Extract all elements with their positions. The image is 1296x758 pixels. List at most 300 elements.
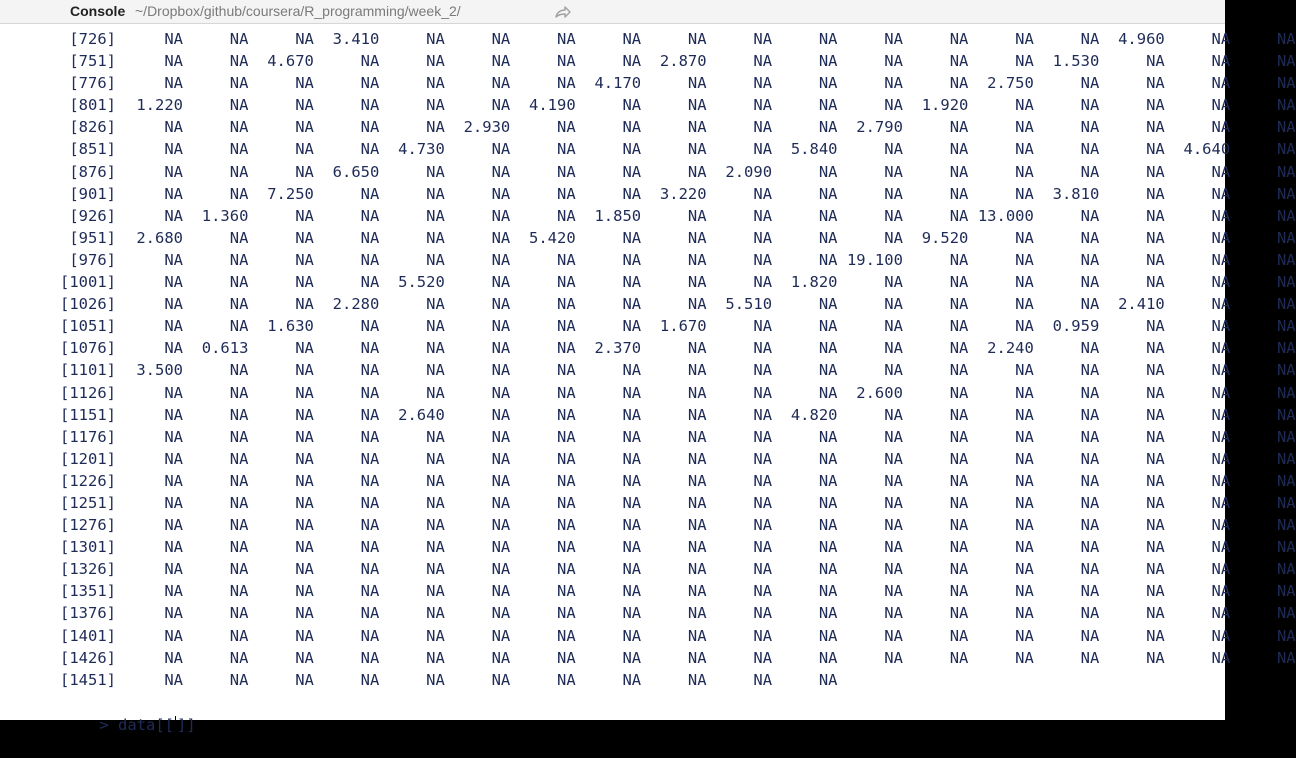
output-value: NA <box>818 228 838 247</box>
output-value: NA <box>426 516 445 535</box>
output-value: NA <box>884 30 903 48</box>
output-value: NA <box>360 648 380 667</box>
output-value: NA <box>1015 471 1034 490</box>
output-value: 2.280 <box>332 295 380 314</box>
output-value: NA <box>753 427 773 446</box>
output-value: NA <box>1080 383 1100 402</box>
output-value: NA <box>360 250 380 269</box>
output-value: NA <box>426 670 445 689</box>
output-value: NA <box>491 582 511 601</box>
output-value: NA <box>1015 317 1034 336</box>
output-value: NA <box>1015 184 1034 203</box>
output-value: NA <box>687 560 707 579</box>
output-value: NA <box>1015 52 1034 71</box>
output-value: NA <box>1015 383 1034 402</box>
output-value: NA <box>1146 184 1165 203</box>
output-value: NA <box>687 96 707 115</box>
output-value: NA <box>753 361 773 380</box>
output-value: NA <box>949 538 969 557</box>
output-line <box>0 50 1296 72</box>
output-value: NA <box>164 118 183 137</box>
output-line <box>0 116 1296 138</box>
output-value: NA <box>1211 538 1231 557</box>
output-value: NA <box>753 30 773 48</box>
output-value: NA <box>622 140 642 159</box>
output-value: NA <box>687 228 707 247</box>
output-value: NA <box>753 184 773 203</box>
output-value: NA <box>295 339 314 358</box>
output-value: NA <box>949 184 969 203</box>
output-value: NA <box>1080 74 1100 93</box>
output-value: NA <box>1211 361 1231 380</box>
output-value: NA <box>164 648 183 667</box>
output-value: NA <box>295 361 314 380</box>
output-value: NA <box>360 516 380 535</box>
output-value: NA <box>622 162 642 181</box>
output-value: NA <box>753 206 773 225</box>
output-line <box>0 161 1296 183</box>
output-value: NA <box>818 118 838 137</box>
output-value: NA <box>360 206 380 225</box>
row-index: [826] <box>69 118 116 137</box>
output-value: NA <box>1146 648 1165 667</box>
output-value: NA <box>884 228 903 247</box>
output-value: NA <box>884 560 903 579</box>
output-value: NA <box>1015 140 1034 159</box>
output-value: NA <box>622 582 642 601</box>
output-value: NA <box>622 493 642 512</box>
output-value: NA <box>1015 427 1034 446</box>
output-value: NA <box>295 604 314 623</box>
output-value: NA <box>295 228 314 247</box>
output-value: 5.840 <box>790 140 838 159</box>
output-value: NA <box>1080 339 1100 358</box>
output-value: NA <box>491 471 511 490</box>
output-value: NA <box>295 427 314 446</box>
output-value: NA <box>884 405 903 424</box>
output-value: NA <box>557 339 576 358</box>
output-value: NA <box>753 648 773 667</box>
output-value: NA <box>426 339 445 358</box>
output-value: NA <box>229 427 249 446</box>
output-value: NA <box>622 648 642 667</box>
row-index: [1101] <box>60 361 116 380</box>
output-value: NA <box>426 184 445 203</box>
output-value: NA <box>164 626 183 645</box>
output-value: NA <box>1015 30 1034 48</box>
output-value: NA <box>753 96 773 115</box>
output-value: NA <box>491 206 511 225</box>
output-value: NA <box>229 74 249 93</box>
output-value: NA <box>426 538 445 557</box>
output-value: NA <box>622 52 642 71</box>
prompt-line <box>62 692 196 734</box>
output-value: 4.730 <box>398 140 445 159</box>
output-value: NA <box>164 295 183 314</box>
output-value: 13.000 <box>977 206 1034 225</box>
output-value: NA <box>753 516 773 535</box>
output-value: NA <box>557 626 576 645</box>
output-value: NA <box>426 52 445 71</box>
output-value: NA <box>1015 361 1034 380</box>
output-value: NA <box>949 427 969 446</box>
output-value: NA <box>360 560 380 579</box>
output-value: NA <box>557 648 576 667</box>
output-value: 1.530 <box>1052 52 1100 71</box>
output-value: NA <box>229 604 249 623</box>
output-value: NA <box>1211 74 1231 93</box>
output-value: NA <box>295 405 314 424</box>
output-value: NA <box>229 516 249 535</box>
output-value: NA <box>884 449 903 468</box>
output-value: NA <box>1080 538 1100 557</box>
row-index: [976] <box>69 250 116 269</box>
output-value: NA <box>753 449 773 468</box>
console-tab-title[interactable]: Console <box>70 3 126 19</box>
output-value: NA <box>229 295 249 314</box>
output-value: NA <box>687 30 707 48</box>
output-value: NA <box>622 295 642 314</box>
output-value: NA <box>884 140 903 159</box>
output-value: NA <box>360 427 380 446</box>
output-value: NA <box>687 361 707 380</box>
output-value: 4.640 <box>1183 140 1231 159</box>
output-value: NA <box>295 30 314 48</box>
output-value: NA <box>1146 626 1165 645</box>
output-value: NA <box>360 317 380 336</box>
output-value: NA <box>557 317 576 336</box>
output-value: NA <box>557 538 576 557</box>
output-value: 2.370 <box>594 339 642 358</box>
output-value: NA <box>1211 449 1231 468</box>
output-value: NA <box>360 604 380 623</box>
output-value: NA <box>884 427 903 446</box>
output-value: NA <box>426 295 445 314</box>
output-value: 2.750 <box>987 74 1034 93</box>
output-value: NA <box>884 604 903 623</box>
output-value: NA <box>687 471 707 490</box>
output-value: NA <box>687 626 707 645</box>
output-value: NA <box>687 516 707 535</box>
output-value: 4.190 <box>529 96 576 115</box>
output-value: NA <box>1080 250 1100 269</box>
output-value: NA <box>295 383 314 402</box>
goto-directory-icon[interactable] <box>554 4 572 20</box>
output-value: NA <box>491 361 511 380</box>
output-line <box>0 580 1296 602</box>
row-index: [1176] <box>60 427 116 446</box>
output-value: 2.680 <box>136 228 183 247</box>
output-value: NA <box>687 162 707 181</box>
output-value: NA <box>426 493 445 512</box>
output-value: NA <box>753 74 773 93</box>
output-value: NA <box>1276 317 1296 336</box>
output-value: NA <box>1276 250 1296 269</box>
output-value: NA <box>426 383 445 402</box>
row-index: [1451] <box>60 670 116 689</box>
output-value: 5.420 <box>529 228 576 247</box>
output-value: NA <box>753 560 773 579</box>
output-value: NA <box>818 604 838 623</box>
output-value: NA <box>426 162 445 181</box>
output-value: NA <box>687 493 707 512</box>
output-value: NA <box>1146 96 1165 115</box>
output-value: NA <box>229 228 249 247</box>
output-value: NA <box>1015 582 1034 601</box>
output-value: NA <box>491 140 511 159</box>
output-value: NA <box>360 184 380 203</box>
output-line <box>0 72 1296 94</box>
output-value: NA <box>295 295 314 314</box>
output-value: NA <box>557 206 576 225</box>
output-value: NA <box>360 626 380 645</box>
output-value: NA <box>1146 273 1165 292</box>
output-value: NA <box>884 74 903 93</box>
console-header <box>0 0 1225 24</box>
output-value: NA <box>164 140 183 159</box>
output-value: NA <box>949 317 969 336</box>
output-value: NA <box>1080 30 1100 48</box>
output-value: NA <box>557 162 576 181</box>
output-value: NA <box>426 228 445 247</box>
output-value: NA <box>1015 449 1034 468</box>
output-value: NA <box>295 670 314 689</box>
output-value: 4.960 <box>1118 30 1165 48</box>
output-value: NA <box>229 383 249 402</box>
row-index: [726] <box>69 30 116 48</box>
output-value: NA <box>491 250 511 269</box>
output-value: NA <box>426 250 445 269</box>
output-value: NA <box>295 449 314 468</box>
working-directory-path: ~/Dropbox/github/coursera/R_programming/week_2/ <box>135 3 461 19</box>
output-value: NA <box>1276 604 1296 623</box>
command-input[interactable] <box>60 690 1220 716</box>
output-value: NA <box>295 96 314 115</box>
output-value: NA <box>1080 361 1100 380</box>
output-value: NA <box>229 582 249 601</box>
output-value: NA <box>1276 228 1296 247</box>
output-line <box>0 359 1296 381</box>
output-value: 4.170 <box>594 74 642 93</box>
output-value: 4.820 <box>790 405 838 424</box>
output-value: NA <box>753 52 773 71</box>
output-value: NA <box>884 206 903 225</box>
output-value: NA <box>622 449 642 468</box>
output-line <box>0 293 1296 315</box>
output-value: NA <box>1146 471 1165 490</box>
output-value: NA <box>557 250 576 269</box>
output-value: NA <box>1276 383 1296 402</box>
output-line <box>0 669 1225 691</box>
output-value: NA <box>164 493 183 512</box>
output-value: NA <box>295 118 314 137</box>
output-value: NA <box>1146 339 1165 358</box>
output-value: NA <box>1276 648 1296 667</box>
output-value: 2.410 <box>1118 295 1165 314</box>
output-value: NA <box>360 538 380 557</box>
output-value: NA <box>491 339 511 358</box>
output-value: NA <box>491 449 511 468</box>
output-value: NA <box>818 317 838 336</box>
output-value: NA <box>1276 493 1296 512</box>
output-value: 7.250 <box>267 184 314 203</box>
output-value: NA <box>818 30 838 48</box>
output-value: NA <box>949 30 969 48</box>
output-value: NA <box>426 449 445 468</box>
row-index: [1401] <box>60 626 116 645</box>
output-value: NA <box>557 471 576 490</box>
output-line <box>0 492 1296 514</box>
output-value: NA <box>1080 516 1100 535</box>
output-value: NA <box>753 582 773 601</box>
row-index: [776] <box>69 74 116 93</box>
output-value: NA <box>164 317 183 336</box>
output-value: NA <box>491 30 511 48</box>
output-value: NA <box>229 471 249 490</box>
output-value: NA <box>295 493 314 512</box>
output-value: NA <box>1276 52 1296 71</box>
output-value: NA <box>164 670 183 689</box>
output-value: NA <box>622 538 642 557</box>
output-line <box>0 227 1296 249</box>
row-index: [751] <box>69 52 116 71</box>
output-value: NA <box>687 383 707 402</box>
output-value: NA <box>949 604 969 623</box>
output-value: NA <box>360 449 380 468</box>
output-line <box>0 382 1296 404</box>
output-value: NA <box>1276 118 1296 137</box>
output-value: NA <box>229 538 249 557</box>
output-value: NA <box>1146 52 1165 71</box>
output-value: NA <box>1015 118 1034 137</box>
output-value: NA <box>1276 427 1296 446</box>
output-line <box>0 647 1296 669</box>
output-value: NA <box>164 471 183 490</box>
output-value: NA <box>491 405 511 424</box>
output-value: 3.410 <box>332 30 380 48</box>
output-value: NA <box>1080 493 1100 512</box>
output-value: NA <box>557 427 576 446</box>
output-value: NA <box>491 162 511 181</box>
output-value: NA <box>622 96 642 115</box>
output-value: NA <box>1015 273 1034 292</box>
output-line <box>0 404 1296 426</box>
output-value: NA <box>426 317 445 336</box>
row-index: [951] <box>69 228 116 247</box>
output-value: NA <box>164 206 183 225</box>
output-line <box>0 426 1296 448</box>
output-value: NA <box>426 648 445 667</box>
output-value: NA <box>1211 118 1231 137</box>
output-value: NA <box>557 273 576 292</box>
output-value: NA <box>1080 427 1100 446</box>
output-value: NA <box>360 74 380 93</box>
output-line <box>0 249 1296 271</box>
output-value: NA <box>360 493 380 512</box>
output-line <box>0 315 1296 337</box>
output-value: NA <box>949 493 969 512</box>
output-value: NA <box>949 52 969 71</box>
output-value: NA <box>1276 74 1296 93</box>
output-value: NA <box>687 538 707 557</box>
output-value: NA <box>229 96 249 115</box>
row-index: [1351] <box>60 582 116 601</box>
output-value: 3.220 <box>659 184 707 203</box>
output-line <box>0 625 1296 647</box>
output-value: NA <box>1080 648 1100 667</box>
output-value: NA <box>1276 538 1296 557</box>
output-value: NA <box>884 648 903 667</box>
output-value: NA <box>884 273 903 292</box>
output-value: NA <box>753 273 773 292</box>
output-value: NA <box>491 317 511 336</box>
output-value: NA <box>818 74 838 93</box>
output-value: 2.640 <box>398 405 445 424</box>
output-value: NA <box>818 184 838 203</box>
output-value: NA <box>491 52 511 71</box>
output-line <box>0 271 1296 293</box>
output-value: NA <box>818 361 838 380</box>
output-value: 2.930 <box>463 118 511 137</box>
output-value: NA <box>426 30 445 48</box>
output-value: NA <box>229 670 249 689</box>
output-value: NA <box>557 52 576 71</box>
output-value: NA <box>1211 493 1231 512</box>
row-index: [1301] <box>60 538 116 557</box>
output-value: NA <box>818 582 838 601</box>
row-index: [1251] <box>60 493 116 512</box>
output-value: NA <box>818 383 838 402</box>
output-value: NA <box>687 295 707 314</box>
output-value: NA <box>1211 604 1231 623</box>
output-value: NA <box>360 273 380 292</box>
output-value: NA <box>164 250 183 269</box>
output-value: NA <box>164 74 183 93</box>
output-value: NA <box>426 74 445 93</box>
output-value: NA <box>1276 273 1296 292</box>
output-value: NA <box>1276 339 1296 358</box>
output-value: NA <box>1080 295 1100 314</box>
output-value: NA <box>1211 516 1231 535</box>
output-value: NA <box>1080 582 1100 601</box>
output-value: NA <box>1211 471 1231 490</box>
output-value: 5.520 <box>398 273 445 292</box>
output-value: NA <box>295 626 314 645</box>
output-line <box>0 94 1296 116</box>
output-value: NA <box>687 648 707 667</box>
output-value: NA <box>622 471 642 490</box>
output-value: NA <box>1146 250 1165 269</box>
output-value: NA <box>557 516 576 535</box>
output-value: NA <box>1146 118 1165 137</box>
row-index: [851] <box>69 140 116 159</box>
output-value: NA <box>1211 206 1231 225</box>
output-value: NA <box>360 670 380 689</box>
output-value: NA <box>229 317 249 336</box>
output-value: NA <box>229 361 249 380</box>
output-value: NA <box>491 427 511 446</box>
output-value: NA <box>164 538 183 557</box>
output-value: NA <box>1080 96 1100 115</box>
output-value: NA <box>491 516 511 535</box>
output-value: NA <box>1080 206 1100 225</box>
output-value: NA <box>622 118 642 137</box>
output-value: 2.240 <box>987 339 1034 358</box>
output-value: 1.220 <box>136 96 183 115</box>
output-value: NA <box>164 30 183 48</box>
output-value: NA <box>164 383 183 402</box>
output-value: 19.100 <box>846 250 903 269</box>
